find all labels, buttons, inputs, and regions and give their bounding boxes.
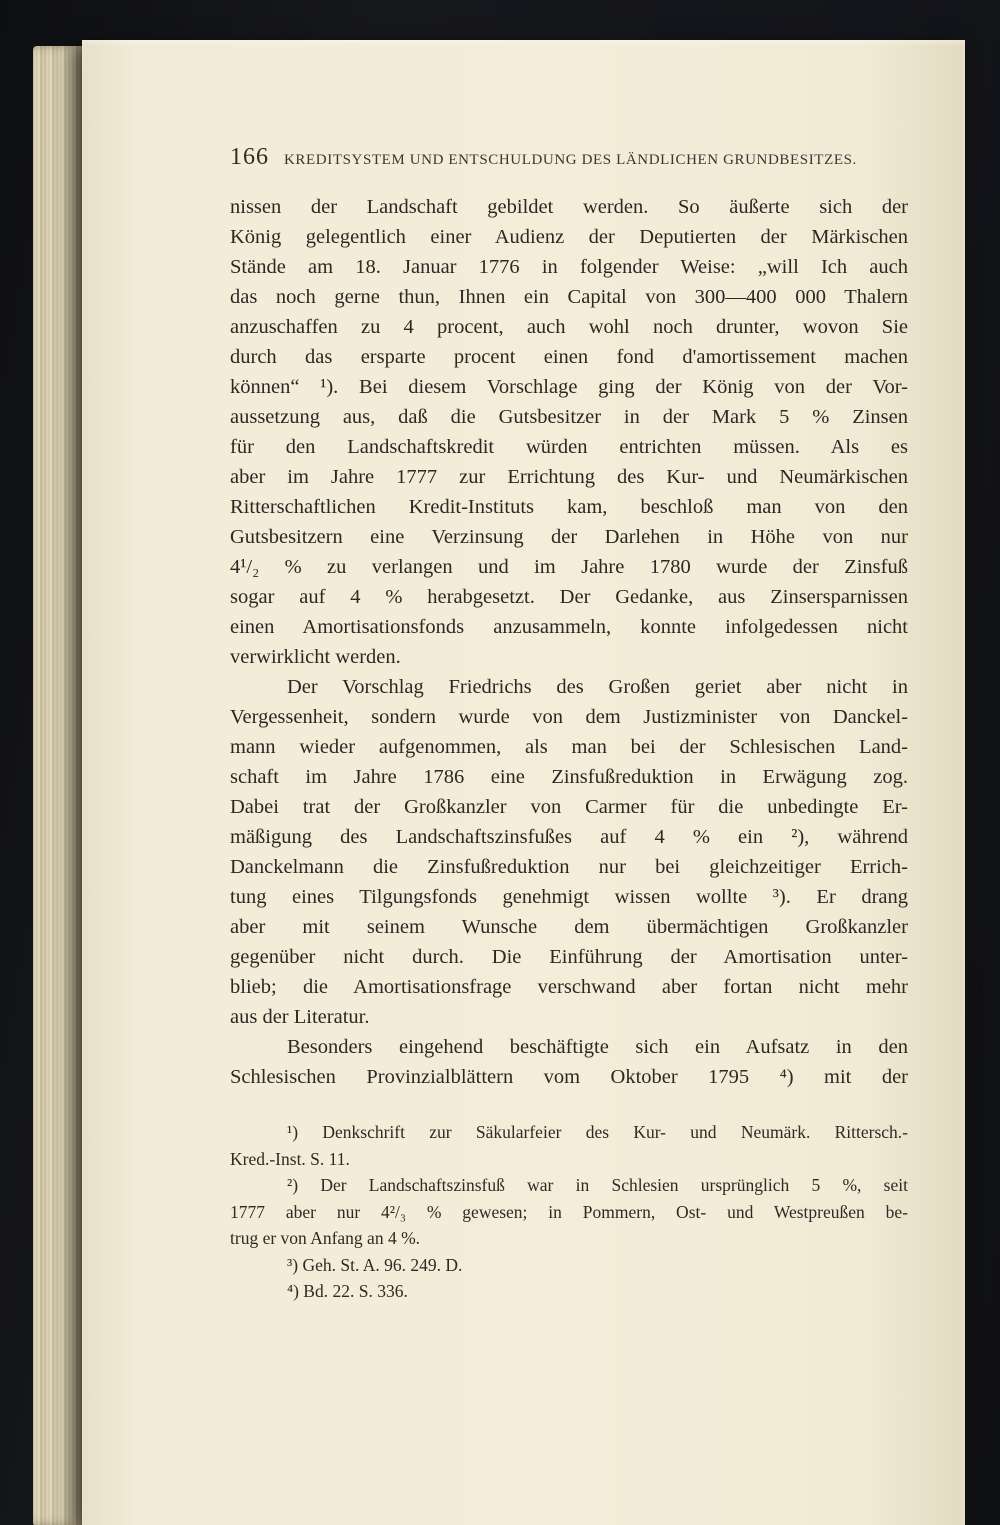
text-line: durch das ersparte procent einen fond d'amortissement machen [230,346,908,368]
text-line: König gelegentlich einer Audienz der Deputierten der Märkischen [230,226,908,248]
footnote-line: 1777 aber nur 4²/₃ % gewesen; in Pommern, Ost- und Westpreußen be- [230,1201,908,1222]
text-line: Dabei trat der Großkanzler von Carmer für die unbedingte Er- [230,796,908,818]
book-page-edges [33,46,83,1525]
page-number: 166 [230,144,269,170]
footnote [230,1252,908,1279]
footnote [230,1278,908,1305]
text-line: aussetzung aus, daß die Gutsbesitzer in der Mark 5 % Zinsen [230,406,908,428]
text-line: gegenüber nicht durch. Die Einführung der Amortisation unter- [230,946,908,968]
text-line: anzuschaffen zu 4 procent, auch wohl noch drunter, wovon Sie [230,316,908,338]
running-title: KREDITSYSTEM UND ENTSCHULDUNG DES LÄNDLICHEN GRUNDBESITZES. [284,152,857,168]
text-line: 4¹/₂ % zu verlangen und im Jahre 1780 wurde der Zinsfuß [230,556,908,578]
running-header [230,144,908,171]
text-line: sogar auf 4 % herabgesetzt. Der Gedanke, aus Zinsersparnissen [230,586,908,608]
text-line: nissen der Landschaft gebildet werden. So äußerte sich der [230,196,908,218]
book-page [82,40,965,1525]
footnote-line: ¹) Denkschrift zur Säkularfeier des Kur- und Neumärk. Rittersch.- [287,1122,908,1142]
text-line: schaft im Jahre 1786 eine Zinsfußreduktion in Erwägung zog. [230,766,908,788]
footnotes [230,1119,908,1305]
text-line: für den Landschaftskredit würden entrichten müssen. Als es [230,436,908,458]
text-line: Gutsbesitzern eine Verzinsung der Darlehen in Höhe von nur [230,526,908,548]
text-line: Vergessenheit, sondern wurde von dem Justizminister von Danckel- [230,706,908,728]
paragraph [230,1032,908,1092]
text-line: aber mit seinem Wunsche dem übermächtigen Großkanzler [230,916,908,938]
text-line: Schlesischen Provinzialblättern vom Oktober 1795 ⁴) mit der [230,1066,908,1088]
footnote-line: trug er von Anfang an 4 %. [230,1228,421,1248]
text-line: Stände am 18. Januar 1776 in folgender Weise: „will Ich auch [230,256,908,278]
text-line: Danckelmann die Zinsfußreduktion nur bei gleichzeitiger Errich- [230,856,908,878]
text-line: mäßigung des Landschaftszinsfußes auf 4 % ein ²), während [230,826,908,848]
footnote-line: ³) Geh. St. A. 96. 249. D. [287,1254,463,1275]
body-text [230,192,908,1092]
text-line: tung eines Tilgungsfonds genehmigt wissen wollte ³). Er drang [230,886,908,908]
text-line: einen Amortisationsfonds anzusammeln, konnte infolgedessen nicht [230,616,908,638]
footnote-line: ²) Der Landschaftszinsfuß war in Schlesien ursprünglich 5 %, seit [287,1175,908,1195]
text-line: das noch gerne thun, Ihnen ein Capital von 300—400 000 Thalern [230,286,908,308]
footnote [230,1172,908,1252]
footnote-line: Kred.-Inst. S. 11. [230,1148,350,1169]
text-line: blieb; die Amortisationsfrage verschwand aber fortan nicht mehr [230,976,908,998]
text-line: Besonders eingehend beschäftigte sich ein Aufsatz in den [287,1036,908,1058]
text-line: aus der Literatur. [230,1006,370,1028]
text-line: Der Vorschlag Friedrichs des Großen geriet aber nicht in [287,676,908,698]
page-content [230,144,908,1305]
paragraph [230,192,908,672]
text-line: verwirklicht werden. [230,646,401,668]
footnote-line: ⁴) Bd. 22. S. 336. [287,1281,408,1301]
text-line: können“ ¹). Bei diesem Vorschlage ging der König von der Vor- [230,376,908,398]
text-line: aber im Jahre 1777 zur Errichtung des Kur- und Neumärkischen [230,466,908,488]
footnote [230,1119,908,1172]
paragraph [230,672,908,1032]
text-line: mann wieder aufgenommen, als man bei der Schlesischen Land- [230,736,908,758]
text-line: Ritterschaftlichen Kredit-Instituts kam, beschloß man von den [230,496,908,518]
